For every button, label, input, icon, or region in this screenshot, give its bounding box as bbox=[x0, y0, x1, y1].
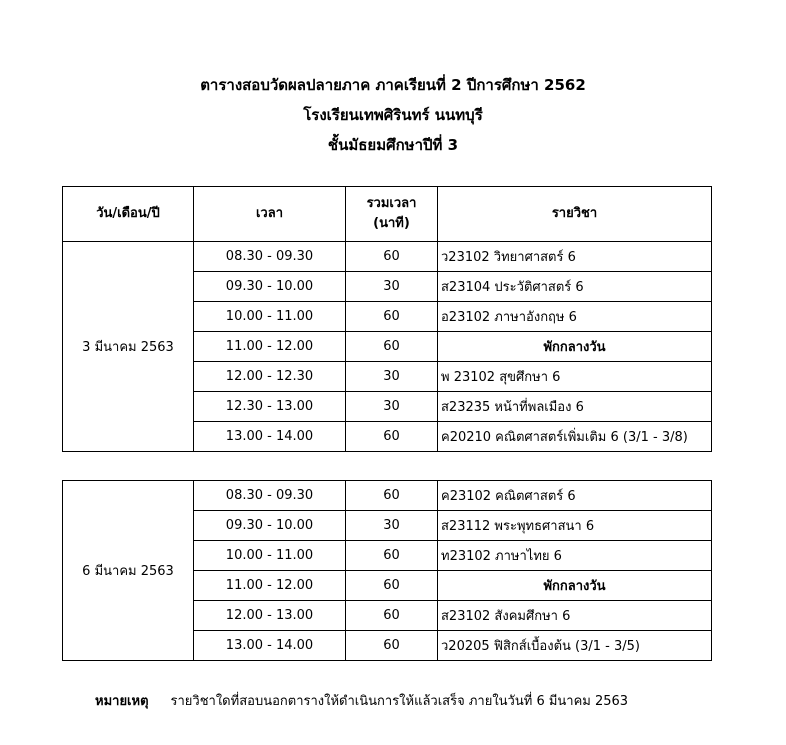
table-row bbox=[63, 481, 712, 511]
minutes-cell: 60 bbox=[346, 571, 438, 601]
footnote-text: รายวิชาใดที่สอบนอกตารางให้ดำเนินการให้แล้วเสร็จ ภายในวันที่ 6 มีนาคม 2563 bbox=[170, 694, 629, 709]
subject-cell: พ 23102 สุขศึกษา 6 bbox=[438, 362, 712, 392]
minutes-cell: 30 bbox=[346, 362, 438, 392]
subject-cell: ส23104 ประวัติศาสตร์ 6 bbox=[438, 272, 712, 302]
minutes-cell: 60 bbox=[346, 541, 438, 571]
minutes-cell: 60 bbox=[346, 422, 438, 452]
column-header-date: วัน/เดือน/ปี bbox=[63, 187, 194, 242]
school-name: โรงเรียนเทพศิรินทร์ นนทบุรี bbox=[303, 106, 483, 124]
minutes-cell: 60 bbox=[346, 601, 438, 631]
time-cell: 09.30 - 10.00 bbox=[194, 511, 346, 541]
day2-body bbox=[63, 481, 712, 661]
column-header-total-line2: (นาที) bbox=[373, 216, 410, 231]
column-header-time: เวลา bbox=[194, 187, 346, 242]
lunch-break-cell: พักกลางวัน bbox=[438, 571, 712, 601]
minutes-cell: 60 bbox=[346, 631, 438, 661]
minutes-cell: 30 bbox=[346, 272, 438, 302]
subject-cell: ส23235 หน้าที่พลเมือง 6 bbox=[438, 392, 712, 422]
subject-cell: ส23102 สังคมศึกษา 6 bbox=[438, 601, 712, 631]
time-cell: 11.00 - 12.00 bbox=[194, 332, 346, 362]
minutes-cell: 60 bbox=[346, 302, 438, 332]
time-cell: 08.30 - 09.30 bbox=[194, 481, 346, 511]
time-cell: 08.30 - 09.30 bbox=[194, 242, 346, 272]
table-row bbox=[63, 242, 712, 272]
column-header-subject: รายวิชา bbox=[438, 187, 712, 242]
subject-cell: ส23112 พระพุทธศาสนา 6 bbox=[438, 511, 712, 541]
time-cell: 10.00 - 11.00 bbox=[194, 302, 346, 332]
subject-cell: ค20210 คณิตศาสตร์เพิ่มเติม 6 (3/1 - 3/8) bbox=[438, 422, 712, 452]
exam-date-cell: 6 มีนาคม 2563 bbox=[63, 481, 194, 661]
time-cell: 12.30 - 13.00 bbox=[194, 392, 346, 422]
document-header bbox=[0, 70, 786, 160]
minutes-cell: 30 bbox=[346, 511, 438, 541]
time-cell: 13.00 - 14.00 bbox=[194, 422, 346, 452]
exam-title: ตารางสอบวัดผลปลายภาค ภาคเรียนที่ 2 ปีการศึกษา 2562 bbox=[200, 76, 586, 94]
minutes-cell: 60 bbox=[346, 242, 438, 272]
grade-level: ชั้นมัธยมศึกษาปีที่ 3 bbox=[327, 136, 459, 154]
time-cell: 13.00 - 14.00 bbox=[194, 631, 346, 661]
time-cell: 09.30 - 10.00 bbox=[194, 272, 346, 302]
minutes-cell: 60 bbox=[346, 481, 438, 511]
subject-cell: ว23102 วิทยาศาสตร์ 6 bbox=[438, 242, 712, 272]
lunch-break-cell: พักกลางวัน bbox=[438, 332, 712, 362]
column-header-total-minutes bbox=[346, 187, 438, 242]
footnote bbox=[95, 690, 628, 711]
subject-cell: ว20205 ฟิสิกส์เบื้องต้น (3/1 - 3/5) bbox=[438, 631, 712, 661]
day1-body bbox=[63, 242, 712, 452]
subject-cell: ค23102 คณิตศาสตร์ 6 bbox=[438, 481, 712, 511]
minutes-cell: 60 bbox=[346, 332, 438, 362]
footnote-label: หมายเหตุ bbox=[95, 694, 149, 709]
subject-cell: อ23102 ภาษาอังกฤษ 6 bbox=[438, 302, 712, 332]
table-header-row bbox=[63, 187, 712, 242]
time-cell: 12.00 - 13.00 bbox=[194, 601, 346, 631]
time-cell: 10.00 - 11.00 bbox=[194, 541, 346, 571]
schedule-table-day2 bbox=[62, 480, 712, 661]
subject-cell: ท23102 ภาษาไทย 6 bbox=[438, 541, 712, 571]
schedule-table-day1 bbox=[62, 186, 712, 452]
column-header-total-line1: รวมเวลา bbox=[366, 196, 417, 211]
exam-date-cell: 3 มีนาคม 2563 bbox=[63, 242, 194, 452]
minutes-cell: 30 bbox=[346, 392, 438, 422]
time-cell: 11.00 - 12.00 bbox=[194, 571, 346, 601]
time-cell: 12.00 - 12.30 bbox=[194, 362, 346, 392]
